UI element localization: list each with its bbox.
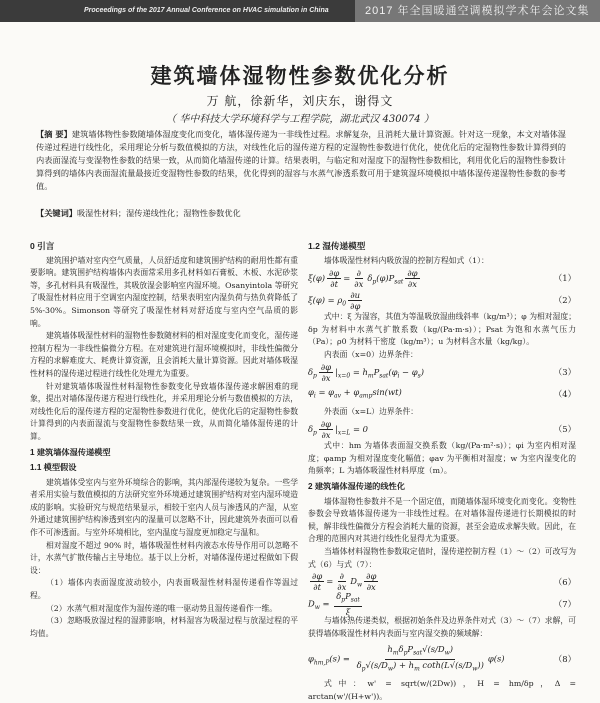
section-1-1-title: 1.1 模型假设 bbox=[30, 463, 77, 473]
paragraph: 式中：hm 为墙体表面湿交换系数（kg/(Pa·m²·s)）；φi 为室内相对湿度；φamp 为相对湿度变化幅值；φav 为平衡相对湿度；w 为室内湿变化的角频率；L 为墙体吸湿性材料厚度（m）。 bbox=[308, 441, 576, 476]
paragraph: 相对湿度不超过 90% 时，墙体吸湿性材料内液态水传导作用可以忽略不计，水蒸气扩散传输占主导地位。基于以上分析，对墙体湿传递过程做如下假设： bbox=[30, 540, 298, 575]
header-proceedings-cn: 2017 年全国暖通空调模拟学术年会论文集 bbox=[355, 0, 600, 22]
paragraph: 针对建筑墙体吸湿性材料湿物性参数变化导致墙体湿传递求解困难的现象，提出对墙体湿传递方程进行线性化，并采用理论分析与数值模拟的方法，对线性化后的湿传递方程的定湿物性参数进行优化，使优化后的定湿物性参数计算得到的内表面湿流与变湿物性参数结果一致，从而简化墙体湿传递的计算。 bbox=[30, 381, 298, 441]
equation-number: （1） bbox=[553, 272, 576, 283]
paragraph: 与墙体热传递类似，根据初始条件及边界条件对式（3）～（7）求解，可获得墙体吸湿性材料内表面与室内湿交换的频域解： bbox=[308, 616, 576, 638]
equation-8: $\varphi_{hm,P}(s)$ = $\frac{h_m\delta_pP_{sat}√(s/D_w)}{\delta_p√(s/D_w) + h_m \cot h(L√(s/D_w))}$ φ(s) （8） bbox=[308, 644, 576, 673]
paragraph: 内表面（x=0）边界条件： bbox=[324, 349, 418, 359]
abstract-label: 【摘 要】 bbox=[36, 129, 72, 139]
authors: 万 航，徐新华，刘庆东，谢得文 bbox=[206, 94, 394, 108]
running-header bbox=[0, 0, 600, 22]
equation-number: （4） bbox=[553, 389, 576, 400]
abstract-text: 建筑墙体物性参数随墙体湿度变化而变化，墙体湿传递为一非线性过程。求解复杂，且消耗大量计算资源。针对这一现象，本文对墙体湿传递过程进行线性化，采用理论分析与数值模拟的方法，对线性化后的湿传递方程的定湿物性参数进行优化，使优化后的定湿物性参数计算得到的内表面湿流与变湿物性参数的结果一致，从而简化墙湿传递的计算。结果表明，与临定和对湿度下的湿物性参数相比，利用优化后的湿物性参数计算得到的墙体内表面湿流量最接近变湿物性参数的结果，优化得到的湿容与水蒸气渗透系数可用于建筑湿环境模拟中墙体湿传递湿物性参数的参考值。 bbox=[36, 129, 566, 191]
equation-number: （5） bbox=[553, 423, 576, 434]
assumption-2: （2）水蒸气相对湿度作为湿传递的唯一驱动势且湿传递看作一维。 bbox=[46, 603, 278, 613]
right-column bbox=[308, 240, 576, 703]
equation-4: $\varphi_i = \varphi_{av} + \varphi_{amp}\sin(wt)$ （4） bbox=[308, 386, 576, 400]
section-0-title: 0 引言 bbox=[30, 241, 55, 251]
keywords bbox=[36, 208, 566, 219]
equation-3: $\delta_p$ $\frac{\partial\varphi}{\partial x}$ $|_{x=0} = h_mP_{sat}(\varphi_i - \varphi_s)$ （3） bbox=[308, 361, 576, 383]
paragraph: 外表面（x=L）边界条件： bbox=[324, 406, 419, 416]
equation-number: （6） bbox=[553, 576, 576, 587]
paragraph: 建筑墙体吸湿性材料的湿物性参数随材料的相对湿度变化而变化，湿传递控制方程为一非线性偏微分方程。在对建筑进行湿环境模拟时，非线性偏微分方程的求解难度大、耗费计算资源，且会消耗大量计算资源。因此对墙体吸湿性材料的湿传递过程进行线性化处理尤为重要。 bbox=[30, 331, 298, 378]
paper-title: 建筑墙体湿物性参数优化分析 bbox=[150, 63, 450, 88]
equation-6: $\frac{\partial\varphi}{\partial t}$ = $\frac{\partial}{\partial x}$ $D_w$ $\frac{\partial\varphi}{\partial x}$ （6） bbox=[312, 571, 576, 593]
equation-number: （7） bbox=[553, 598, 576, 609]
equation-1: ξ(φ) $\frac{\partial\varphi}{\partial t}$ = $\frac{\partial}{\partial x}$ $\delta_p(\varphi)P_{sat}$ $\frac{\partial\varphi}{\partial x}$ （1） bbox=[308, 267, 576, 289]
assumption-3: （3）忽略吸放湿过程的湿滞影响，材料湿容为吸湿过程与放湿过程的平均值。 bbox=[30, 616, 298, 638]
paragraph: 墙体湿物性参数并不是一个固定值，而随墙体湿环境变化而变化。变物性参数会导致墙体湿传递为一非线性过程。在对墙体湿传递进行长期模拟的时候，解非线性偏微分方程会消耗大量的资源，甚至会造成求解失败。因此，在合理的范围内对其进行线性化显得尤为重要。 bbox=[308, 496, 576, 544]
paragraph: 墙体吸湿性材料内吸放湿的控制方程如式（1）： bbox=[324, 255, 489, 265]
paragraph: 当墙体材料湿物性参数取定值时，湿传递控制方程（1）～（2）可改写为式（6）与式（7）： bbox=[308, 546, 576, 569]
affiliation: （ 华中科技大学环境科学与工程学院，湖北武汉 430074 ） bbox=[166, 114, 434, 125]
equation-number: （2） bbox=[553, 294, 576, 305]
left-column bbox=[30, 240, 298, 640]
equation-2: $\xi(\varphi) = \rho_0$ $\frac{\partial u}{\partial\varphi}$ （2） bbox=[308, 289, 576, 311]
abstract bbox=[36, 128, 566, 193]
equation-number: （8） bbox=[553, 653, 576, 664]
section-1-title: 1 建筑墙体湿传递模型 bbox=[30, 447, 111, 457]
keywords-label: 【关键词】 bbox=[36, 208, 77, 218]
paragraph: 式中：w' = sqrt(w/(2Dw))，H = hm/δp，Δ = arctan(w'/(H+w'))。 bbox=[308, 679, 576, 701]
paragraph: 建筑围护墙对室内空气质量，人员舒适度和建筑围护结构的耐用性都有重要影响。建筑围护结构墙体内表面常采用多孔材料如石膏板、木板、水泥砂浆等，多孔材料具有吸湿性，其吸放湿会影响室内湿环境。Osanyintola 等研究了吸湿性材料应用于空调室内湿度控制，结果表明室内湿负荷与热负荷降低了 5%-30%。Simonson 等研究了吸湿性材料对舒适度与室内空气品质的影响。 bbox=[30, 255, 298, 328]
header-proceedings: Proceedings of the 2017 Annual Conference on HVAC simulation in China bbox=[0, 0, 355, 22]
keywords-text: 吸湿性材料；湿传递线性化；湿物性参数优化 bbox=[76, 208, 241, 218]
equation-5: $\delta_p$ $\frac{\partial\varphi}{\partial x}$ $|_{x=L} = 0$ （5） bbox=[308, 418, 576, 440]
paragraph: 式中：ξ 为湿容，其值为等温吸放湿曲线斜率（kg/m³）；φ 为相对湿度；δp 为材料中水蒸气扩散系数（kg/(Pa·m·s)）；Psat 为饱和水蒸气压力（Pa）；ρ0 为材料干密度（kg/m³）；u 为材料含水量（kg/kg）。 bbox=[308, 312, 576, 347]
equation-7: $D_w$ = $\frac{\delta_pP_{sat}}{\xi}$ （7） bbox=[308, 591, 576, 617]
section-1-2-title: 1.2 湿传递模型 bbox=[308, 241, 366, 251]
equation-number: （3） bbox=[553, 367, 576, 378]
assumption-1: （1）墙体内表面湿度波动较小，内表面吸湿性材料湿传递看作等温过程。 bbox=[30, 578, 298, 601]
section-2-title: 2 建筑墙体湿传递的线性化 bbox=[308, 481, 405, 491]
paragraph: 建筑墙体受室内与室外环境综合的影响，其内部湿传递较为复杂。一些学者采用实验与数值模拟的方法研究室外环境通过建筑围护结构对室内湿环境造成的影响。实验研究与规范结果显示，相较于室内人员与渗透风的产湿，从室外通过建筑围护结构渗透到室内的湿量可以忽略不计，因此建筑外表面可以看作不可渗透面。与室外环境相比，室内温度与湿度更加稳定与温和。 bbox=[30, 477, 298, 538]
